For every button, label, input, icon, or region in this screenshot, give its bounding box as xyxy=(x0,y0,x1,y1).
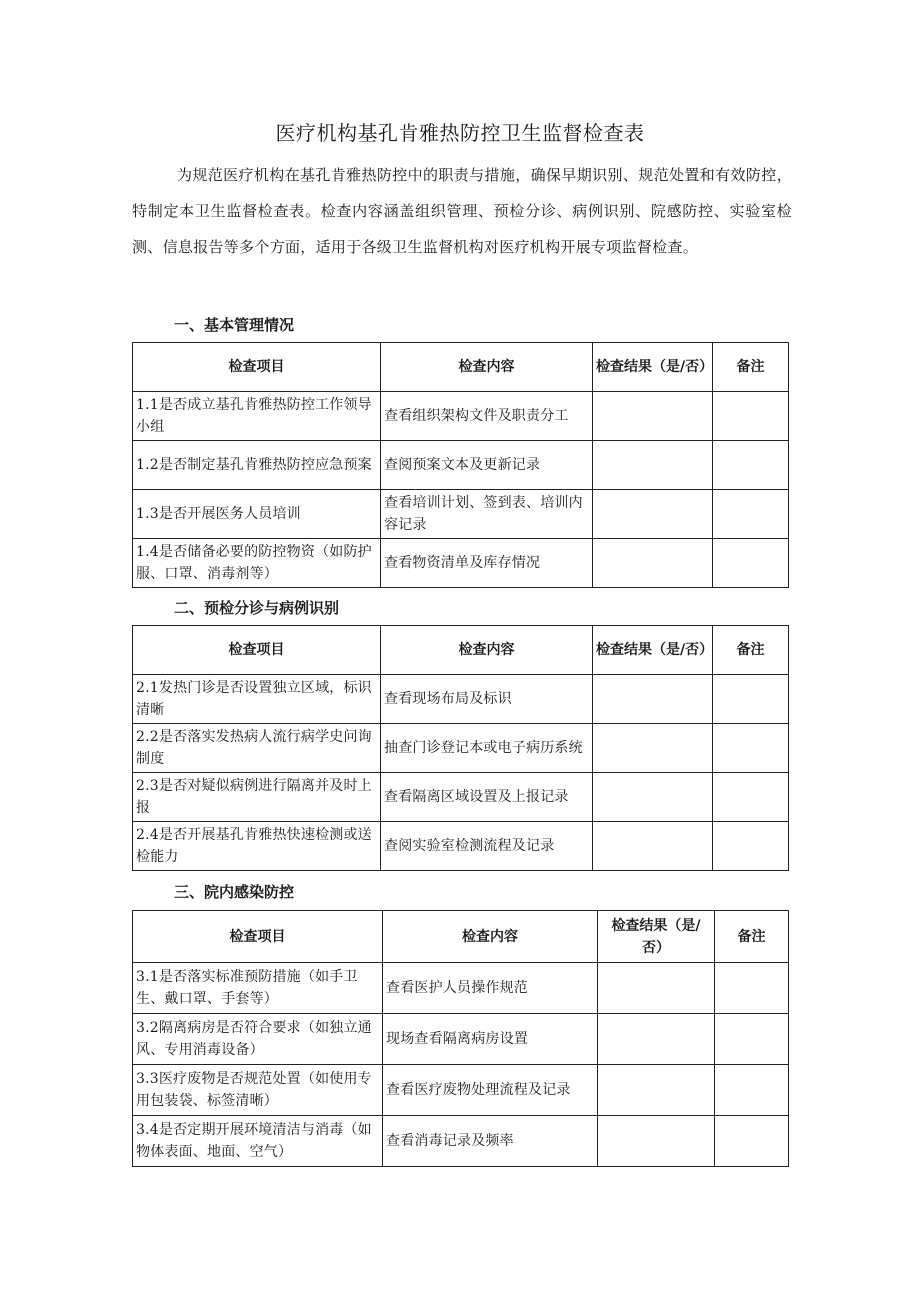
check-content: 现场查看隔离病房设置 xyxy=(383,1014,598,1065)
header-item: 检查项目 xyxy=(133,343,381,392)
check-item: 3.2隔离病房是否符合要求（如独立通风、专用消毒设备） xyxy=(133,1014,383,1065)
check-content: 查看消毒记录及频率 xyxy=(383,1116,598,1167)
header-result: 检查结果（是/否） xyxy=(593,626,713,675)
table-row xyxy=(133,441,789,490)
check-table-triage xyxy=(132,625,789,871)
note-cell[interactable] xyxy=(713,675,789,724)
note-cell[interactable] xyxy=(713,539,789,588)
header-result: 检查结果（是/否） xyxy=(598,911,715,963)
header-note: 备注 xyxy=(715,911,789,963)
table-row xyxy=(133,1116,789,1167)
check-table-basic-management xyxy=(132,342,789,588)
check-item: 2.4是否开展基孔肯雅热快速检测或送检能力 xyxy=(133,822,381,871)
result-cell[interactable] xyxy=(593,773,713,822)
check-item: 1.1是否成立基孔肯雅热防控工作领导小组 xyxy=(133,392,381,441)
check-item: 2.3是否对疑似病例进行隔离并及时上报 xyxy=(133,773,381,822)
table-header-row xyxy=(133,626,789,675)
table-row xyxy=(133,539,789,588)
note-cell[interactable] xyxy=(715,1014,789,1065)
check-item: 3.1是否落实标准预防措施（如手卫生、戴口罩、手套等） xyxy=(133,963,383,1014)
check-content: 查阅实验室检测流程及记录 xyxy=(381,822,593,871)
header-note: 备注 xyxy=(713,343,789,392)
table-row xyxy=(133,1065,789,1116)
check-content: 查看现场布局及标识 xyxy=(381,675,593,724)
result-cell[interactable] xyxy=(593,441,713,490)
check-content: 抽查门诊登记本或电子病历系统 xyxy=(381,724,593,773)
table-row xyxy=(133,773,789,822)
section-heading-infection-control: 三、院内感染防控 xyxy=(174,883,295,901)
check-content: 查看医疗废物处理流程及记录 xyxy=(383,1065,598,1116)
section-heading-basic-management: 一、基本管理情况 xyxy=(174,316,295,334)
result-cell[interactable] xyxy=(593,675,713,724)
result-cell[interactable] xyxy=(593,724,713,773)
section-heading-triage: 二、预检分诊与病例识别 xyxy=(174,599,340,617)
result-cell[interactable] xyxy=(598,1065,715,1116)
table-row xyxy=(133,724,789,773)
check-content: 查阅预案文本及更新记录 xyxy=(381,441,593,490)
note-cell[interactable] xyxy=(713,724,789,773)
result-cell[interactable] xyxy=(598,963,715,1014)
result-cell[interactable] xyxy=(593,822,713,871)
header-content: 检查内容 xyxy=(381,343,593,392)
check-item: 2.2是否落实发热病人流行病学史问询制度 xyxy=(133,724,381,773)
check-table-infection-control xyxy=(132,910,789,1167)
note-cell[interactable] xyxy=(715,1065,789,1116)
table-row xyxy=(133,963,789,1014)
check-item: 1.2是否制定基孔肯雅热防控应急预案 xyxy=(133,441,381,490)
table-header-row xyxy=(133,911,789,963)
result-cell[interactable] xyxy=(593,539,713,588)
table-row xyxy=(133,675,789,724)
page-title: 医疗机构基孔肯雅热防控卫生监督检查表 xyxy=(275,121,645,145)
table-header-row xyxy=(133,343,789,392)
note-cell[interactable] xyxy=(713,773,789,822)
result-cell[interactable] xyxy=(593,490,713,539)
header-content: 检查内容 xyxy=(381,626,593,675)
check-content: 查看培训计划、签到表、培训内容记录 xyxy=(381,490,593,539)
intro-paragraph: 为规范医疗机构在基孔肯雅热防控中的职责与措施，确保早期识别、规范处置和有效防控，特制定本卫生监督检查表。检查内容涵盖组织管理、预检分诊、病例识别、院感防控、实验室检测、信息报告等多个方面，适用于各级卫生监督机构对医疗机构开展专项监督检查。 xyxy=(132,166,792,256)
header-result: 检查结果（是/否） xyxy=(593,343,713,392)
table-row xyxy=(133,822,789,871)
note-cell[interactable] xyxy=(713,822,789,871)
check-item: 3.4是否定期开展环境清洁与消毒（如物体表面、地面、空气） xyxy=(133,1116,383,1167)
result-cell[interactable] xyxy=(598,1014,715,1065)
note-cell[interactable] xyxy=(715,1116,789,1167)
header-item: 检查项目 xyxy=(133,626,381,675)
table-row xyxy=(133,1014,789,1065)
header-content: 检查内容 xyxy=(383,911,598,963)
header-note: 备注 xyxy=(713,626,789,675)
check-item: 1.4是否储备必要的防控物资（如防护服、口罩、消毒剂等） xyxy=(133,539,381,588)
table-row xyxy=(133,392,789,441)
result-cell[interactable] xyxy=(593,392,713,441)
check-item: 2.1发热门诊是否设置独立区域，标识清晰 xyxy=(133,675,381,724)
check-content: 查看医护人员操作规范 xyxy=(383,963,598,1014)
note-cell[interactable] xyxy=(713,441,789,490)
check-content: 查看物资清单及库存情况 xyxy=(381,539,593,588)
note-cell[interactable] xyxy=(713,490,789,539)
table-row xyxy=(133,490,789,539)
note-cell[interactable] xyxy=(713,392,789,441)
check-item: 3.3医疗废物是否规范处置（如使用专用包装袋、标签清晰） xyxy=(133,1065,383,1116)
check-content: 查看隔离区域设置及上报记录 xyxy=(381,773,593,822)
check-content: 查看组织架构文件及职责分工 xyxy=(381,392,593,441)
note-cell[interactable] xyxy=(715,963,789,1014)
result-cell[interactable] xyxy=(598,1116,715,1167)
check-item: 1.3是否开展医务人员培训 xyxy=(133,490,381,539)
header-item: 检查项目 xyxy=(133,911,383,963)
